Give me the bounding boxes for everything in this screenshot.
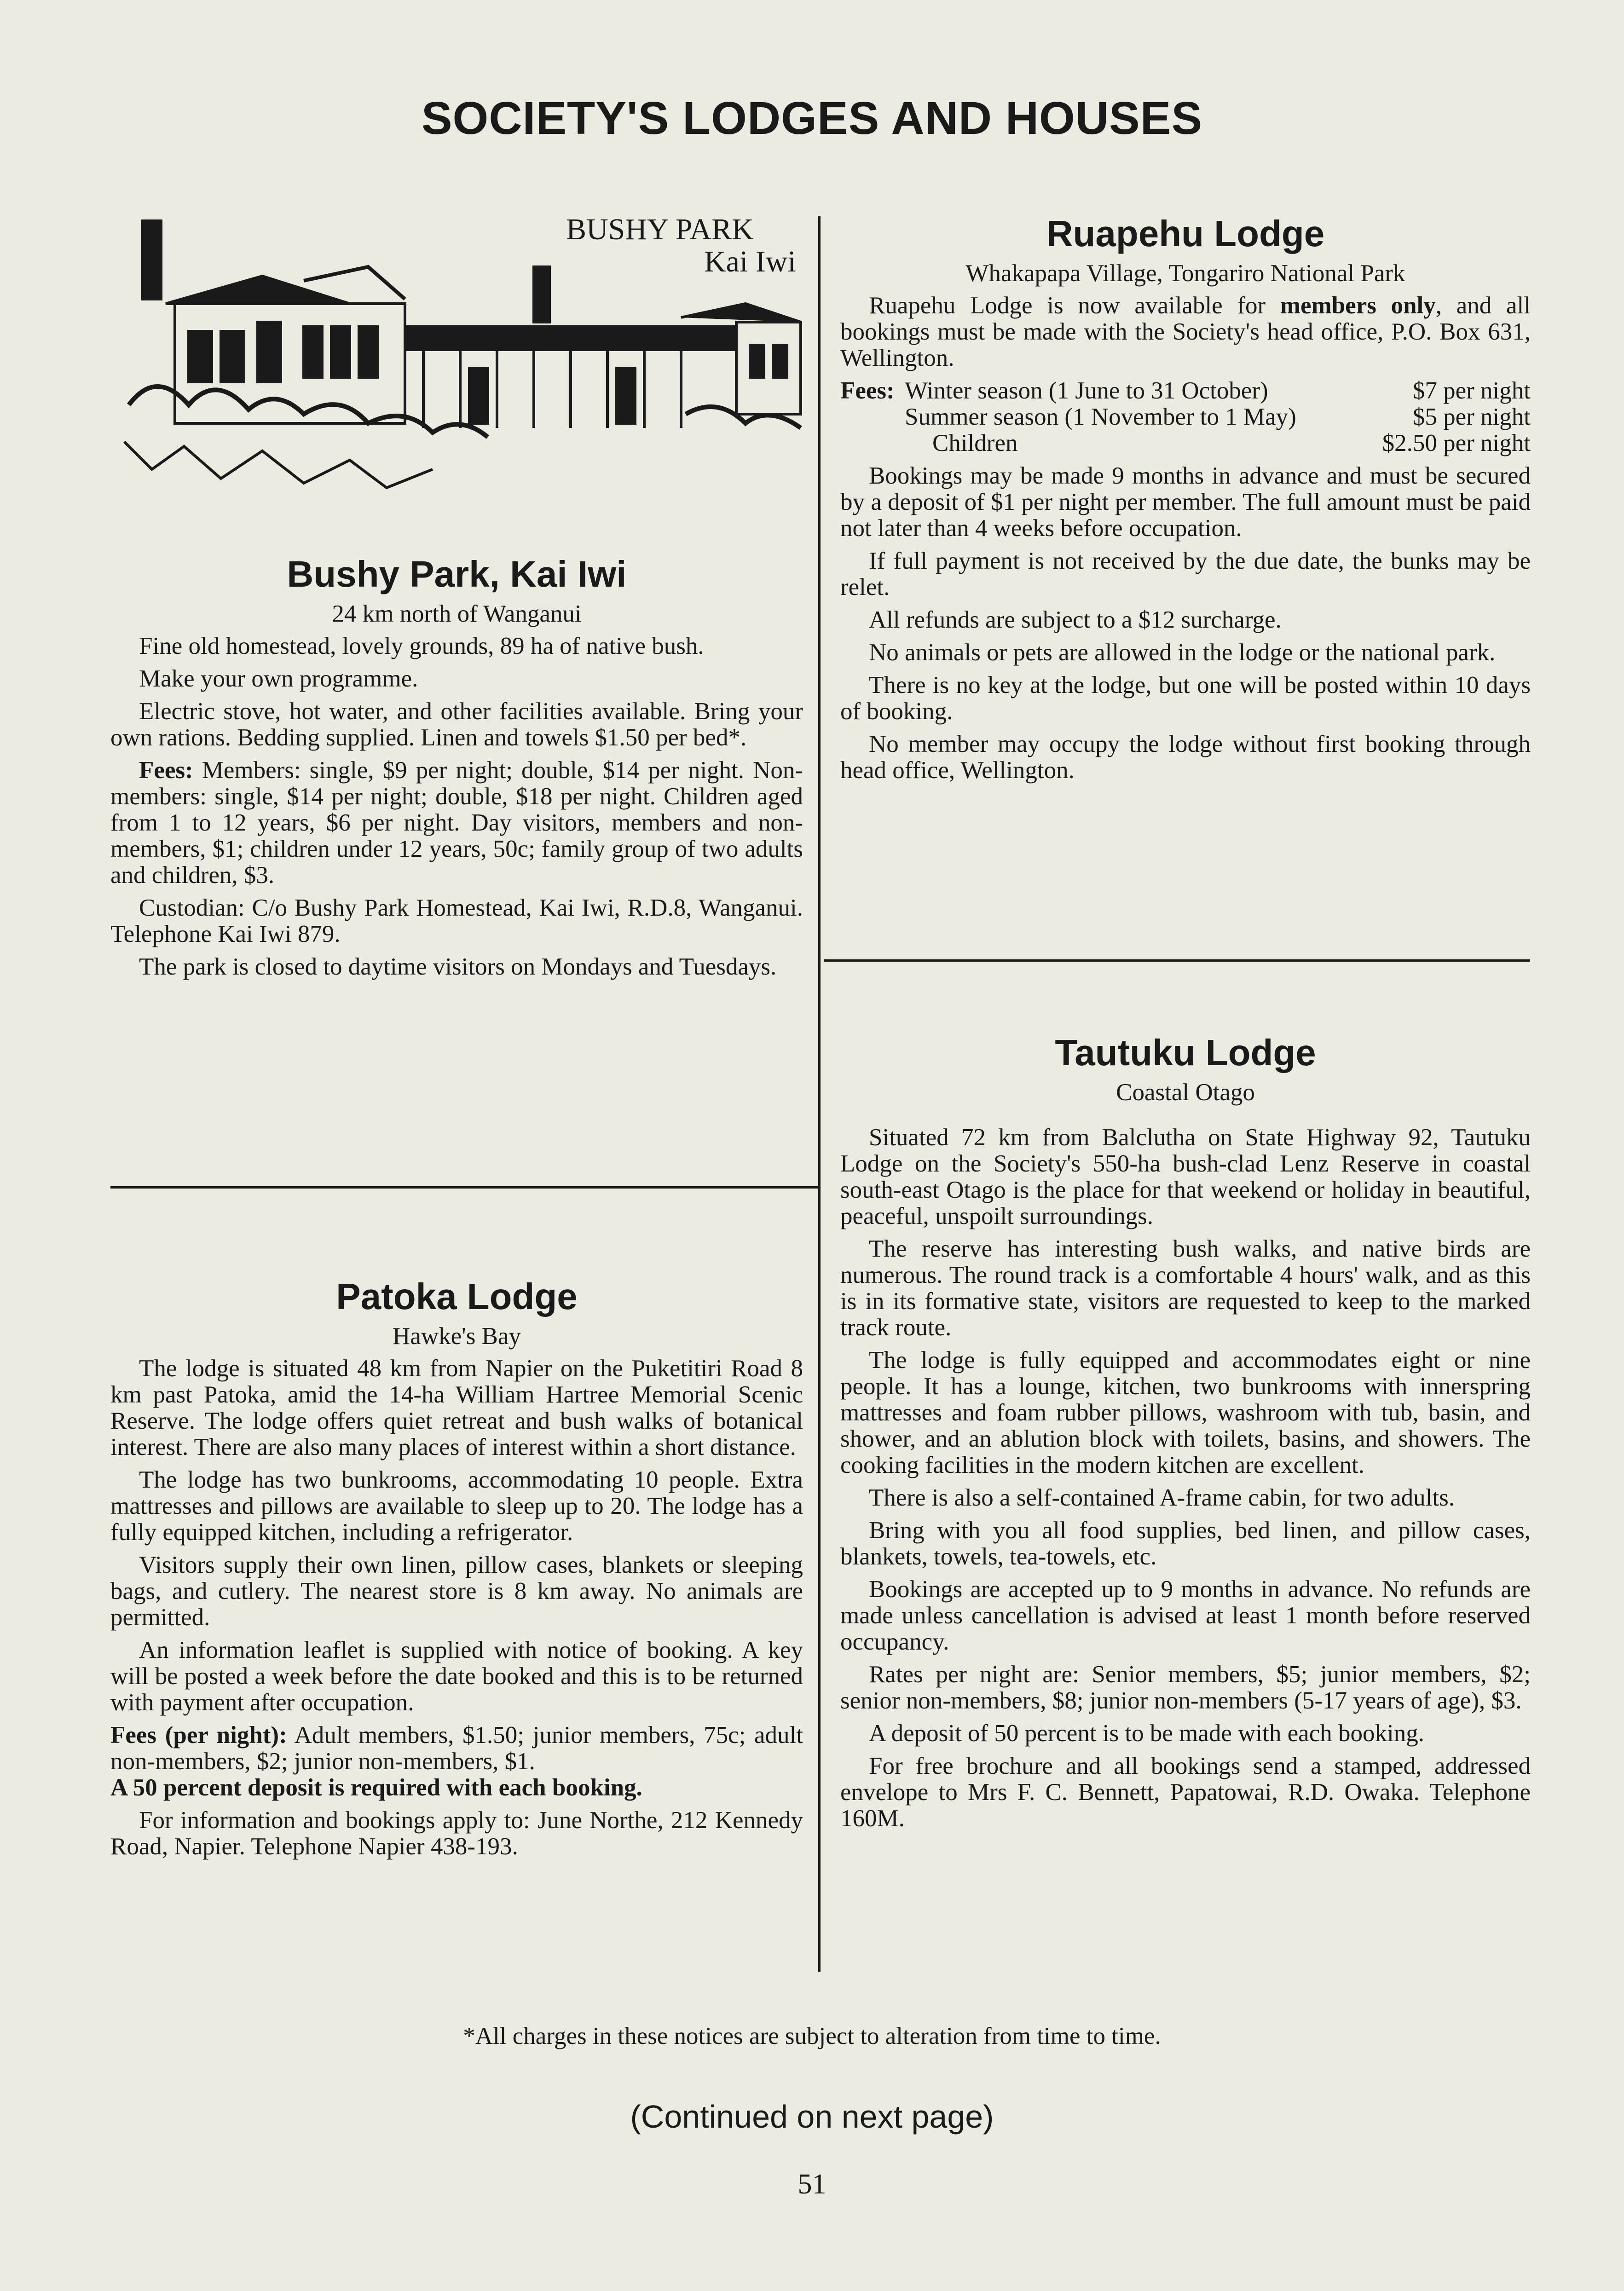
footnote: *All charges in these notices are subject to alteration from time to time.	[463, 2023, 1161, 2049]
members-only-emphasis: members only	[1280, 292, 1436, 319]
tautuku-section	[840, 1031, 1531, 1838]
fee-row	[840, 404, 1531, 430]
fees-label: Fees (per night):	[110, 1722, 287, 1749]
right-divider	[824, 959, 1530, 962]
tautuku-paragraph: Situated 72 km from Balclutha on State Highway 92, Tautuku Lodge on the Society's 550-ha bush-clad Lenz Reserve in coastal south-east Otago is the place for that weekend or holiday in beautiful, peaceful, unspoilt surroundings.	[840, 1124, 1531, 1229]
bushy-park-fees	[110, 757, 803, 889]
bushy-park-subtitle: 24 km north of Wanganui	[332, 600, 582, 627]
fee-label: Winter season (1 June to 31 October)	[905, 377, 1268, 404]
patoka-paragraph: Visitors supply their own linen, pillow cases, blankets or sleeping bags, and cutlery. The nearest store is 8 km away. No animals are permitted.	[110, 1552, 803, 1631]
tautuku-paragraph: Rates per night are: Senior members, $5; junior members, $2; senior non-members, $8; junior non-members (5-17 years of age), $3.	[840, 1661, 1531, 1714]
fee-label: Children	[932, 430, 1018, 456]
tautuku-paragraph: Bring with you all food supplies, bed linen, and pillow cases, blankets, towels, tea-towels, etc.	[840, 1517, 1531, 1570]
tautuku-subtitle: Coastal Otago	[1116, 1079, 1255, 1106]
ruapehu-section	[840, 212, 1531, 790]
left-divider	[110, 1186, 819, 1189]
bushy-park-title: Bushy Park, Kai Iwi	[287, 554, 627, 594]
fees-text: Members: single, $9 per night; double, $14 per night. Non-members: single, $14 per night; double, $18 per night. Children aged from 1 to 12 years, $6 per night. Day visitors, members and non-members, $1; children under 12 years, 50c; family group of two adults and children, $3.	[110, 757, 803, 889]
patoka-subtitle: Hawke's Bay	[393, 1323, 521, 1350]
patoka-paragraph: The lodge is situated 48 km from Napier on the Puketitiri Road 8 km past Patoka, amid the 14-ha William Hartree Memorial Scenic Reserve. The lodge offers quiet retreat and bush walks of botanical interest. There are also many places of interest within a short distance.	[110, 1355, 803, 1460]
ruapehu-paragraph: If full payment is not received by the due date, the bunks may be relet.	[840, 548, 1531, 600]
patoka-paragraph: The lodge has two bunkrooms, accommodating 10 people. Extra mattresses and pillows are available to sleep up to 20. The lodge has a fully equipped kitchen, including a refrigerator.	[110, 1466, 803, 1546]
patoka-title: Patoka Lodge	[336, 1276, 578, 1317]
ruapehu-paragraph: There is no key at the lodge, but one will be posted within 10 days of booking.	[840, 672, 1531, 725]
illustration-caption-line2: Kai Iwi	[704, 245, 796, 278]
fee-row	[840, 378, 1531, 404]
ruapehu-subtitle: Whakapapa Village, Tongariro National Park	[965, 260, 1405, 287]
bushy-park-paragraph: Electric stove, hot water, and other facilities available. Bring your own rations. Bedding supplied. Linen and towels $1.50 per bed*.	[110, 698, 803, 751]
house-drawing	[124, 221, 801, 488]
bushy-park-paragraph: The park is closed to daytime visitors on Mondays and Tuesdays.	[139, 953, 777, 980]
bushy-park-paragraph: Make your own programme.	[139, 665, 418, 692]
patoka-deposit: A 50 percent deposit is required with each booking.	[110, 1774, 642, 1801]
patoka-section	[110, 1275, 803, 1866]
tautuku-paragraph: Bookings are accepted up to 9 months in advance. No refunds are made unless cancellation is advised at least 1 month before reserved occupancy.	[840, 1576, 1531, 1655]
fee-rate: $5 per night	[1412, 404, 1531, 430]
fee-rate: $7 per night	[1412, 377, 1531, 404]
fee-row	[840, 430, 1531, 456]
tautuku-paragraph: The lodge is fully equipped and accommodates eight or nine people. It has a lounge, kitchen, two bunkrooms with innerspring mattresses and foam rubber pillows, washroom with tub, basin, and shower, and an ablution block with toilets, basins, and showers. The cooking facilities in the modern kitchen are excellent.	[840, 1347, 1531, 1478]
ruapehu-paragraph	[840, 293, 1531, 371]
page-title: SOCIETY'S LODGES AND HOUSES	[421, 92, 1203, 144]
ruapehu-paragraph: No animals or pets are allowed in the lodge or the national park.	[869, 639, 1496, 666]
tautuku-paragraph: The reserve has interesting bush walks, and native birds are numerous. The round track is a comfortable 4 hours' walk, and as this is in its formative state, visitors are requested to keep to the marked track route.	[840, 1235, 1531, 1341]
illustration-caption-line1: BUSHY PARK	[566, 213, 754, 246]
fee-label: Summer season (1 November to 1 May)	[905, 404, 1296, 430]
fees-label: Fees:	[139, 757, 193, 784]
tautuku-paragraph: For free brochure and all bookings send a stamped, addressed envelope to Mrs F. C. Bennett, Papatowai, R.D. Owaka. Telephone 160M.	[840, 1753, 1531, 1832]
ruapehu-text: Ruapehu Lodge is now available for	[869, 292, 1280, 319]
column-divider	[818, 216, 821, 1972]
ruapehu-paragraph: All refunds are subject to a $12 surcharge.	[869, 606, 1282, 633]
bushy-park-paragraph: Custodian: C/o Bushy Park Homestead, Kai Iwi, R.D.8, Wanganui. Telephone Kai Iwi 879.	[110, 894, 803, 947]
tautuku-paragraph: A deposit of 50 percent is to be made with each booking.	[869, 1720, 1424, 1747]
page-number: 51	[798, 2169, 826, 2200]
bushy-park-section	[110, 552, 803, 987]
patoka-paragraph: For information and bookings apply to: June Northe, 212 Kennedy Road, Napier. Telephone Napier 438-193.	[110, 1807, 803, 1860]
tautuku-paragraph: There is also a self-contained A-frame cabin, for two adults.	[869, 1484, 1455, 1511]
ruapehu-title: Ruapehu Lodge	[1046, 213, 1325, 254]
ruapehu-fee-table	[840, 378, 1531, 456]
fees-label: Fees:	[840, 377, 895, 404]
patoka-paragraph: An information leaflet is supplied with notice of booking. A key will be posted a week before the date booked and this is to be returned with payment after occupation.	[110, 1637, 803, 1716]
ruapehu-text: , and all bookings must be made with the Society's head office, P.O. Box 631, Wellington.	[840, 292, 1531, 371]
fees-text: Adult members, $1.50; junior members, 75c; adult non-members, $2; junior non-members, $1.	[110, 1722, 803, 1775]
patoka-fees	[110, 1722, 803, 1775]
bushy-park-paragraph: Fine old homestead, lovely grounds, 89 ha of native bush.	[139, 633, 704, 659]
bushy-park-illustration	[110, 212, 810, 506]
fee-rate: $2.50 per night	[1382, 430, 1531, 456]
ruapehu-paragraph: No member may occupy the lodge without first booking through head office, Wellington.	[840, 731, 1531, 784]
ruapehu-paragraph: Bookings may be made 9 months in advance and must be secured by a deposit of $1 per night per member. The full amount must be paid not later than 4 weeks before occupation.	[840, 462, 1531, 542]
continued-notice: (Continued on next page)	[630, 2099, 994, 2135]
tautuku-title: Tautuku Lodge	[1055, 1032, 1316, 1073]
